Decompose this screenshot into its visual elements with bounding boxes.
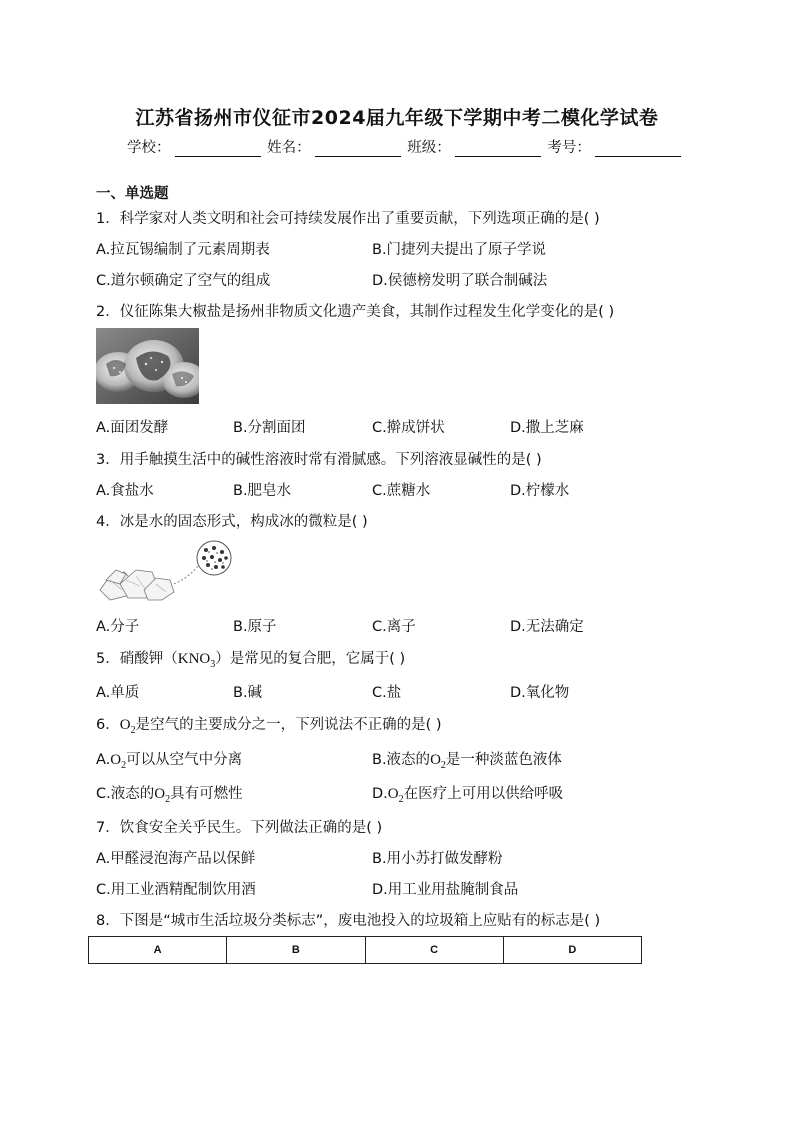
- class-label: 班级：: [407, 140, 451, 156]
- question-5-option-a[interactable]: A.单质: [96, 685, 140, 701]
- question-7-option-b[interactable]: B.用小苏打做发酵粉: [372, 851, 503, 867]
- question-6-option-b[interactable]: B.液态的$O_2$是一种淡蓝色液体: [372, 752, 562, 771]
- school-label: 学校：: [127, 140, 171, 156]
- ice-crystal-molecule-illustration: [96, 540, 238, 604]
- question-3-option-b[interactable]: B.肥皂水: [233, 483, 292, 499]
- question-8-stem: 8．下图是“城市生活垃圾分类标志”，废电池投入的垃圾箱上应贴有的标志是( ): [96, 913, 601, 929]
- question-5-option-d[interactable]: D.氧化物: [510, 685, 570, 701]
- question-4-option-c[interactable]: C.离子: [372, 619, 416, 635]
- question-3-option-c[interactable]: C.蔗糖水: [372, 483, 431, 499]
- question-3-option-d[interactable]: D.柠檬水: [510, 483, 570, 499]
- question-4-stem: 4．冰是水的固态形式，构成冰的微粒是( ): [96, 514, 368, 530]
- table-row: [89, 937, 642, 964]
- sign-option-d[interactable]: D: [503, 937, 641, 964]
- class-blank[interactable]: [455, 140, 541, 157]
- question-1-option-a[interactable]: A.拉瓦锡编制了元素周期表: [96, 242, 270, 258]
- kno3-formula: $KNO_3$: [177, 651, 216, 670]
- sign-option-a[interactable]: A: [89, 937, 227, 964]
- name-blank[interactable]: [315, 140, 401, 157]
- school-blank[interactable]: [175, 140, 261, 157]
- question-6-option-a[interactable]: $A.O_2$可以从空气中分离: [96, 752, 243, 771]
- question-4-option-d[interactable]: D.无法确定: [510, 619, 584, 635]
- sign-option-b[interactable]: B: [227, 937, 365, 964]
- bread-photo: [96, 328, 199, 404]
- question-2-option-d[interactable]: D.撒上芝麻: [510, 420, 584, 436]
- exam-number-blank[interactable]: [595, 140, 681, 157]
- question-7-option-a[interactable]: A.甲醛浸泡海产品以保鲜: [96, 851, 256, 867]
- section-heading: 一、单选题: [96, 186, 169, 202]
- question-7-option-d[interactable]: D.用工业用盐腌制食品: [372, 882, 519, 898]
- question-5-option-c[interactable]: C.盐: [372, 685, 402, 701]
- question-2-stem: 2．仪征陈集大椒盐是扬州非物质文化遗产美食，其制作过程发生化学变化的是( ): [96, 304, 615, 320]
- question-1-option-b[interactable]: B.门捷列夫提出了原子学说: [372, 242, 547, 258]
- garbage-sign-table: [88, 936, 642, 964]
- question-4-option-b[interactable]: B.原子: [233, 619, 277, 635]
- question-1-stem: 1．科学家对人类文明和社会可持续发展作出了重要贡献，下列选项正确的是( ): [96, 211, 600, 227]
- question-6-option-c[interactable]: C.液态的$O_2$具有可燃性: [96, 786, 243, 805]
- question-1-option-d[interactable]: D.侯德榜发明了联合制碱法: [372, 273, 548, 289]
- exam-number-label: 考号：: [547, 140, 591, 156]
- question-4-option-a[interactable]: A.分子: [96, 619, 140, 635]
- question-2-option-c[interactable]: C.擀成饼状: [372, 420, 445, 436]
- question-1-option-c[interactable]: C.道尔顿确定了空气的组成: [96, 273, 271, 289]
- name-label: 姓名：: [267, 140, 311, 156]
- question-5-stem: 5．硝酸钾$(KNO_3)$是常见的复合肥，它属于( ): [96, 651, 406, 670]
- question-7-option-c[interactable]: C.用工业酒精配制饮用酒: [96, 882, 256, 898]
- question-6-option-d[interactable]: $D.O_2$在医疗上可用以供给呼吸: [372, 786, 564, 805]
- question-3-stem: 3．用手触摸生活中的碱性溶液时常有滑腻感。下列溶液显碱性的是( ): [96, 452, 542, 468]
- question-2-option-a[interactable]: A.面团发酵: [96, 420, 169, 436]
- question-7-stem: 7．饮食安全关乎民生。下列做法正确的是( ): [96, 820, 383, 836]
- question-3-option-a[interactable]: A.食盐水: [96, 483, 154, 499]
- question-5-option-b[interactable]: B.碱: [233, 685, 263, 701]
- question-2-option-b[interactable]: B.分割面团: [233, 420, 306, 436]
- o2-formula: $O_2$: [119, 717, 136, 736]
- student-info-row: [127, 136, 683, 157]
- exam-title: 江苏省扬州市仪征市2024届九年级下学期中考二模化学试卷: [135, 107, 659, 129]
- sign-option-c[interactable]: C: [365, 937, 503, 964]
- question-6-stem: 6．$O_2$是空气的主要成分之一，下列说法不正确的是( ): [96, 717, 442, 736]
